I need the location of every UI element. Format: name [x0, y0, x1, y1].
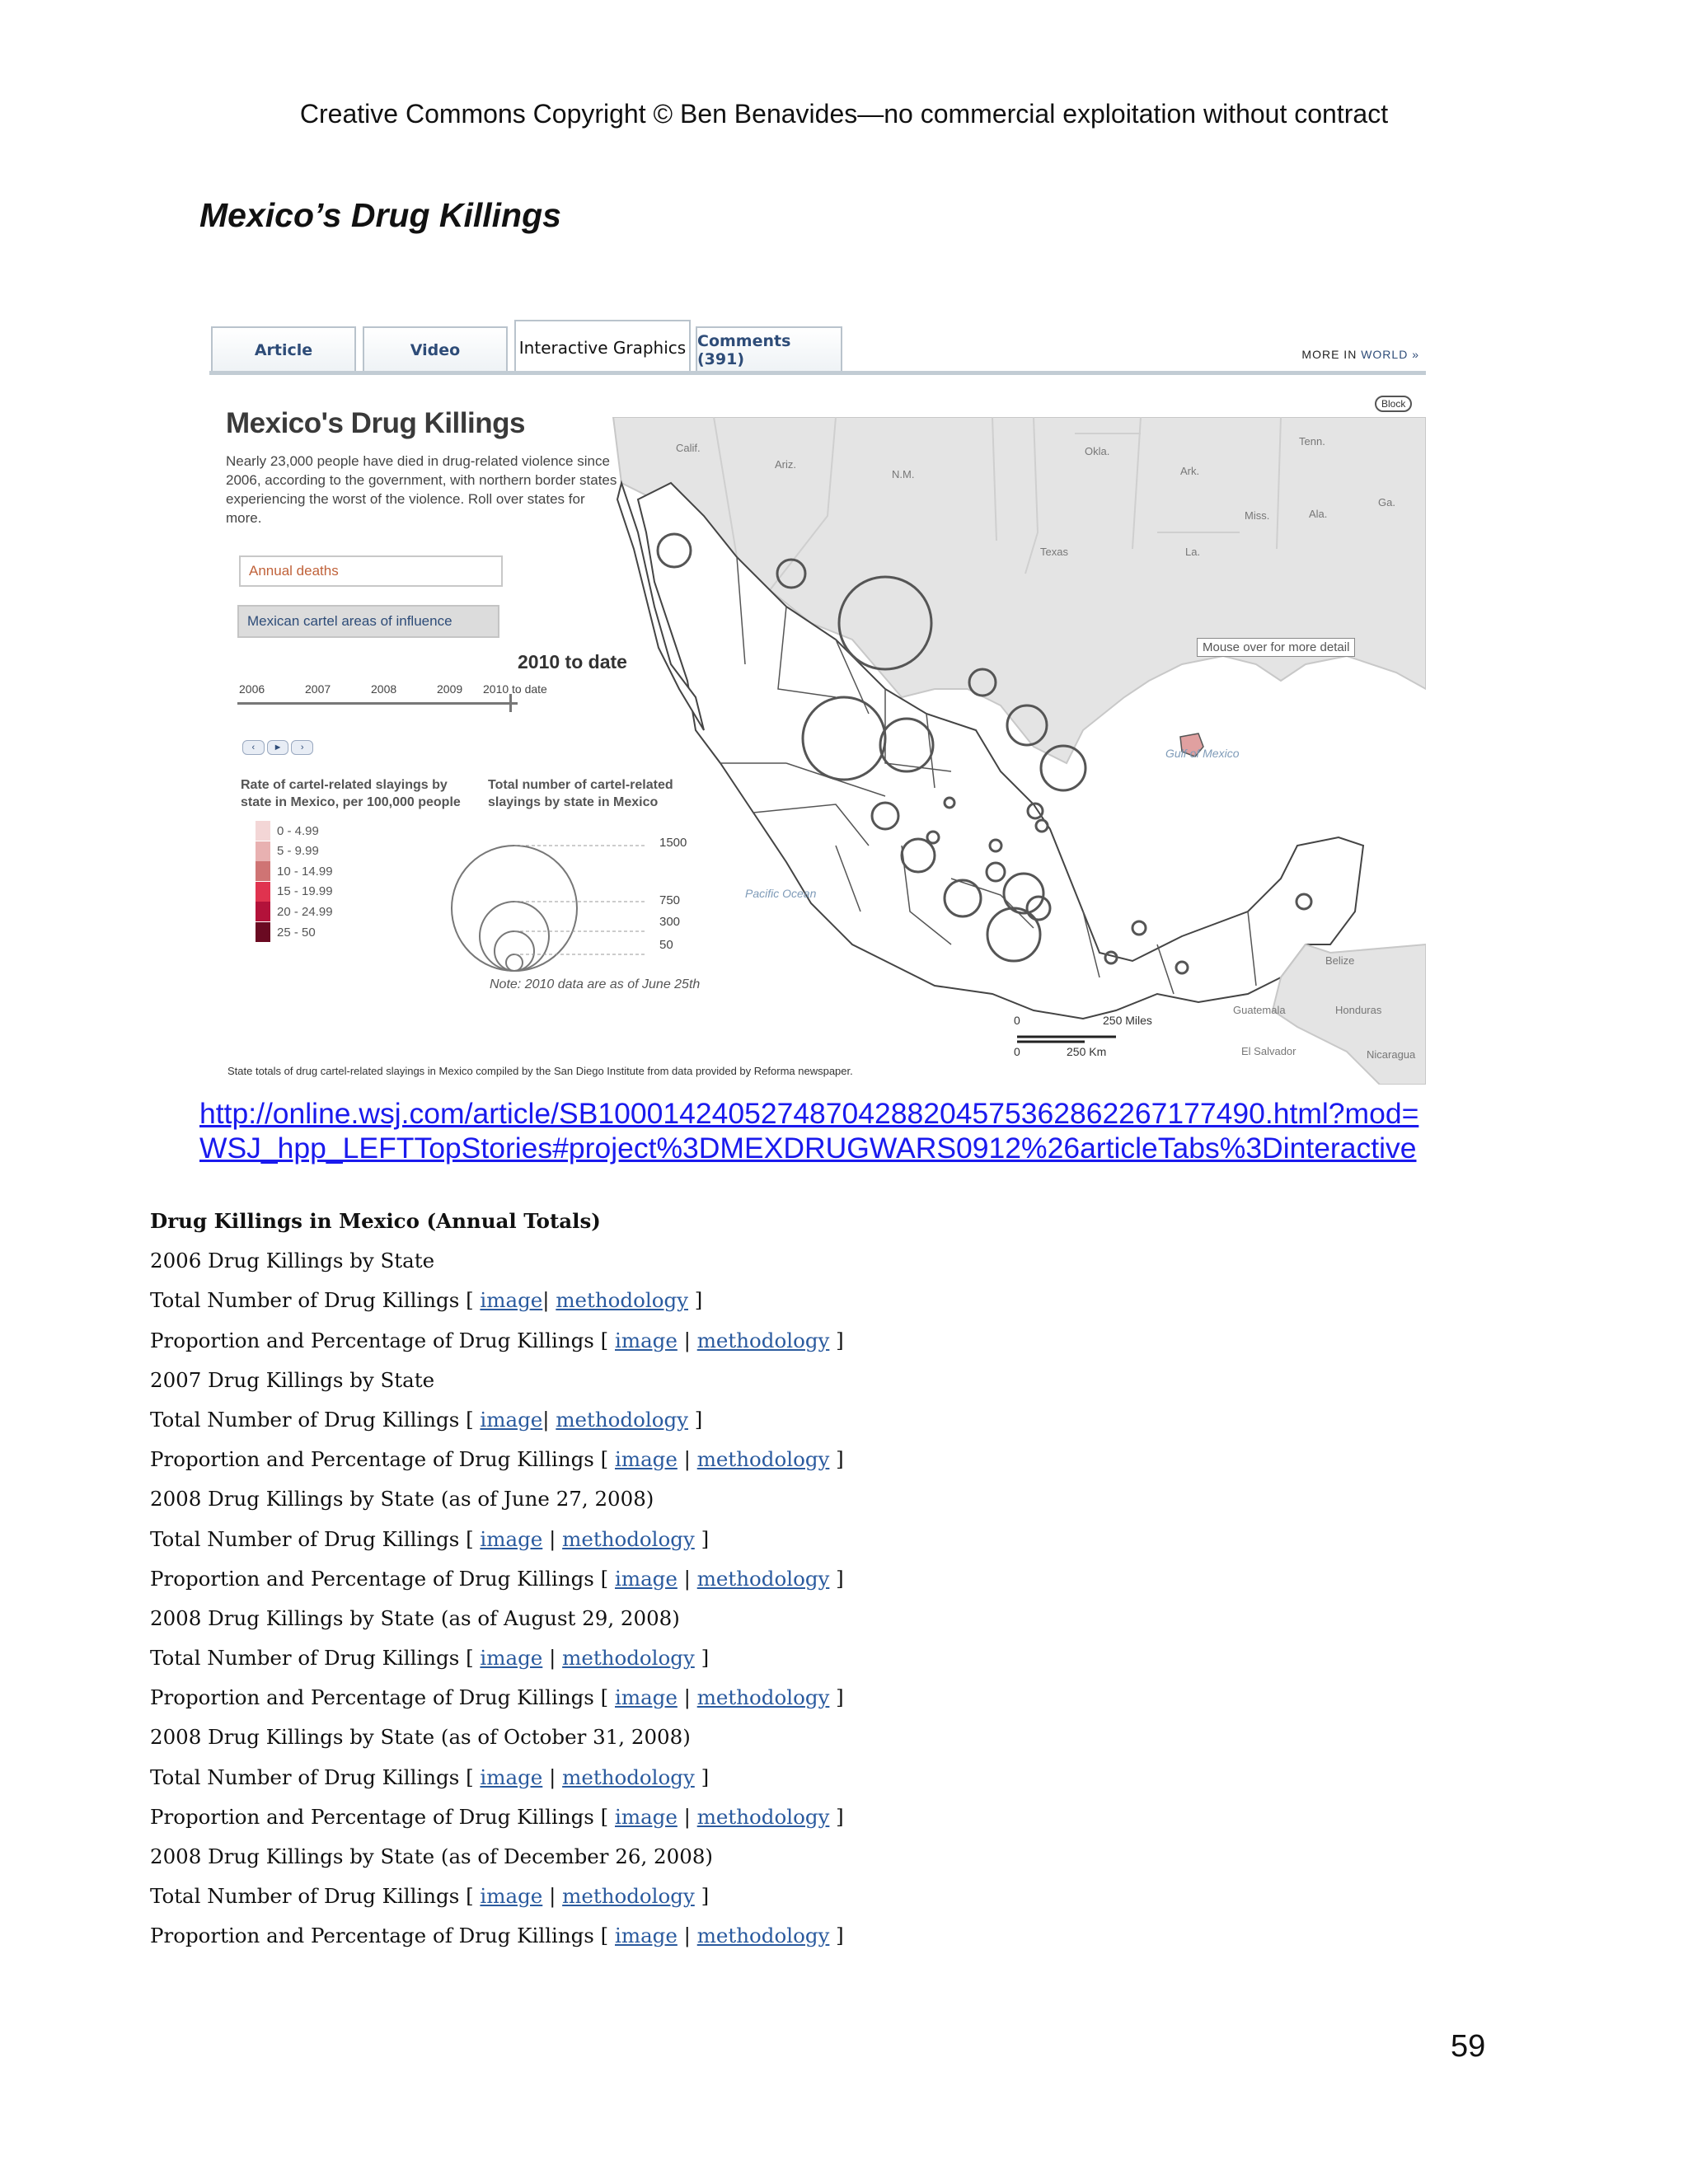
- rate-legend-item: [256, 922, 316, 942]
- tab-underline: [209, 371, 1426, 375]
- label-okla: Okla.: [1085, 445, 1110, 457]
- bracket-close: ]: [829, 1924, 844, 1948]
- proportion-row: [150, 1919, 844, 1959]
- scale-miles: 250 Miles: [1103, 1014, 1152, 1027]
- image-link[interactable]: image: [615, 1685, 678, 1710]
- data-note: Note: 2010 data are as of June 25th: [490, 977, 701, 991]
- bracket-close: ]: [694, 1765, 710, 1789]
- label-nicaragua: Nicaragua: [1367, 1048, 1416, 1061]
- image-link[interactable]: image: [480, 1288, 543, 1313]
- separator: |: [542, 1288, 556, 1313]
- total-number-row: [150, 1523, 844, 1563]
- total-number-row: [150, 1404, 844, 1443]
- row-label: Proportion and Percentage of Drug Killings [: [150, 1447, 615, 1472]
- rate-swatch: [256, 861, 270, 881]
- rate-label: 25 - 50: [277, 925, 316, 940]
- row-label: Proportion and Percentage of Drug Killings [: [150, 1924, 615, 1948]
- section-title: 2008 Drug Killings by State (as of June 27, 2008): [150, 1487, 654, 1511]
- drug-killings-list: [150, 1205, 844, 1960]
- image-link[interactable]: image: [480, 1526, 543, 1551]
- embedded-screenshot: [209, 318, 1426, 1085]
- list-heading: Drug Killings in Mexico (Annual Totals): [150, 1209, 601, 1233]
- graphic-panel: [209, 398, 1426, 1085]
- rate-legend-item: [256, 882, 333, 902]
- rate-swatch: [256, 841, 270, 861]
- source-note: State totals of drug cartel-related slayings in Mexico compiled by the San Diego Institute from data provided by Reforma newspaper.: [227, 1065, 853, 1077]
- hover-tooltip: Mouse over for more detail: [1197, 638, 1355, 657]
- total-number-row: [150, 1284, 844, 1324]
- rate-label: 15 - 19.99: [277, 884, 333, 899]
- bracket-close: ]: [829, 1447, 844, 1472]
- rate-swatch: [256, 902, 270, 921]
- next-button[interactable]: ›: [291, 740, 313, 755]
- bracket-close: ]: [694, 1526, 710, 1551]
- bracket-close: ]: [694, 1646, 710, 1671]
- label-pacific: Pacific Ocean: [745, 887, 817, 900]
- rate-legend-item: [256, 841, 319, 861]
- scale-km: 250 Km: [1067, 1045, 1107, 1058]
- row-label: Proportion and Percentage of Drug Killings [: [150, 1328, 615, 1352]
- methodology-link[interactable]: methodology: [696, 1804, 830, 1829]
- rate-label: 20 - 24.99: [277, 904, 333, 919]
- image-link[interactable]: image: [615, 1924, 678, 1948]
- timeline-track[interactable]: [237, 702, 518, 705]
- label-guatemala: Guatemala: [1233, 1004, 1286, 1016]
- tab-interactive-graphics[interactable]: Interactive Graphics: [514, 320, 691, 374]
- year-2008[interactable]: 2008: [371, 682, 397, 696]
- rate-legend-item: [256, 821, 319, 841]
- bubble-label-50: 50: [659, 938, 673, 952]
- rate-swatch: [256, 882, 270, 902]
- bracket-close: ]: [829, 1685, 844, 1710]
- tab-bar: [209, 318, 1426, 377]
- methodology-link[interactable]: methodology: [562, 1646, 695, 1671]
- bubble-label-750: 750: [659, 893, 681, 907]
- section-title: 2008 Drug Killings by State (as of October 31, 2008): [150, 1725, 691, 1750]
- separator: |: [677, 1685, 697, 1710]
- play-button[interactable]: ►: [267, 740, 289, 755]
- methodology-link[interactable]: methodology: [556, 1407, 688, 1432]
- block-button[interactable]: Block: [1375, 396, 1412, 412]
- label-tenn: Tenn.: [1299, 435, 1325, 448]
- timeline-nav: [242, 740, 313, 755]
- label-calif: Calif.: [676, 442, 701, 454]
- bracket-close: ]: [829, 1566, 844, 1591]
- cartel-areas-button[interactable]: Mexican cartel areas of influence: [237, 605, 499, 638]
- separator: |: [542, 1407, 556, 1432]
- separator: |: [542, 1884, 563, 1909]
- separator: |: [677, 1566, 697, 1591]
- bubble-label-300: 300: [659, 915, 681, 929]
- timeline-thumb[interactable]: [509, 694, 521, 712]
- methodology-link[interactable]: methodology: [562, 1884, 695, 1909]
- methodology-link[interactable]: methodology: [562, 1526, 695, 1551]
- rate-label: 5 - 9.99: [277, 844, 319, 859]
- year-2006[interactable]: 2006: [239, 682, 265, 696]
- tab-video[interactable]: Video: [363, 326, 508, 373]
- total-number-row: [150, 1880, 844, 1919]
- rate-label: 10 - 14.99: [277, 864, 333, 879]
- methodology-link[interactable]: methodology: [556, 1288, 688, 1313]
- rate-label: 0 - 4.99: [277, 823, 319, 838]
- total-number-row: [150, 1761, 844, 1801]
- label-gulf: Gulf of Mexico: [1165, 747, 1240, 760]
- bracket-close: ]: [694, 1884, 710, 1909]
- row-label: Proportion and Percentage of Drug Killings [: [150, 1566, 615, 1591]
- separator: |: [542, 1646, 563, 1671]
- bracket-close: ]: [687, 1288, 703, 1313]
- image-link[interactable]: image: [480, 1884, 543, 1909]
- row-label: Proportion and Percentage of Drug Killings [: [150, 1804, 615, 1829]
- row-label: Total Number of Drug Killings [: [150, 1646, 481, 1671]
- url-line-2: WSJ_hpp_LEFTTopStories#project%3DMEXDRUGWARS0912%26articleTabs%3Dinteractive: [199, 1132, 1417, 1165]
- row-label: Proportion and Percentage of Drug Killings [: [150, 1685, 615, 1710]
- label-la: La.: [1185, 546, 1201, 558]
- section-title: 2008 Drug Killings by State (as of August 29, 2008): [150, 1605, 680, 1630]
- proportion-row: [150, 1801, 844, 1840]
- label-elsalvador: El Salvador: [1241, 1045, 1296, 1057]
- label-belize: Belize: [1325, 954, 1355, 967]
- total-legend-title: Total number of cartel-related slayings by state in Mexico: [488, 778, 673, 809]
- separator: |: [677, 1924, 697, 1948]
- image-link[interactable]: image: [615, 1566, 678, 1591]
- proportion-row: [150, 1681, 844, 1721]
- year-2007[interactable]: 2007: [305, 682, 331, 696]
- more-in-world-link[interactable]: [1301, 348, 1419, 361]
- section-title: 2006 Drug Killings by State: [150, 1249, 435, 1273]
- label-ariz: Ariz.: [775, 458, 796, 471]
- row-label: Total Number of Drug Killings [: [150, 1526, 481, 1551]
- image-link[interactable]: image: [480, 1407, 543, 1432]
- separator: |: [677, 1804, 697, 1829]
- row-label: Total Number of Drug Killings [: [150, 1884, 481, 1909]
- year-2010[interactable]: 2010 to date: [483, 682, 547, 696]
- rate-legend-title: Rate of cartel-related slayings by state in Mexico, per 100,000 people: [241, 778, 461, 809]
- image-link[interactable]: image: [615, 1447, 678, 1472]
- label-texas: Texas: [1040, 546, 1068, 558]
- tab-comments[interactable]: Comments (391): [696, 326, 842, 373]
- article-url-link[interactable]: [199, 1096, 1418, 1165]
- current-period-label: 2010 to date: [518, 651, 627, 673]
- image-link[interactable]: image: [615, 1328, 678, 1352]
- tab-article[interactable]: Article: [211, 326, 356, 373]
- proportion-row: [150, 1324, 844, 1364]
- bracket-close: ]: [687, 1407, 703, 1432]
- graphic-title: Mexico's Drug Killings: [226, 407, 525, 439]
- bubble-label-1500: 1500: [659, 836, 687, 850]
- bracket-close: ]: [829, 1328, 844, 1352]
- separator: |: [542, 1526, 563, 1551]
- section-title: 2007 Drug Killings by State: [150, 1367, 435, 1392]
- page-number: 59: [1451, 2029, 1486, 2064]
- world-label: WORLD »: [1361, 348, 1419, 361]
- section-title: 2008 Drug Killings by State (as of December 26, 2008): [150, 1844, 713, 1868]
- row-label: Total Number of Drug Killings [: [150, 1407, 481, 1432]
- methodology-link[interactable]: methodology: [696, 1566, 830, 1591]
- proportion-row: [150, 1563, 844, 1602]
- page-title: Mexico’s Drug Killings: [199, 196, 561, 234]
- url-line-1: http://online.wsj.com/article/SB10001424052748704288204575362862267177490.html?mod=: [199, 1097, 1419, 1130]
- separator: |: [677, 1328, 697, 1352]
- rate-legend-item: [256, 902, 333, 921]
- scale-zero-miles: 0: [1014, 1014, 1020, 1027]
- methodology-link[interactable]: methodology: [696, 1924, 830, 1948]
- prev-button[interactable]: ‹: [242, 740, 265, 755]
- graphic-description: Nearly 23,000 people have died in drug-related violence since 2006, according to the government, with northern border states experiencing the worst of the violence. Roll over states for more.: [226, 453, 617, 526]
- label-nm: N.M.: [892, 468, 915, 480]
- methodology-link[interactable]: methodology: [696, 1328, 830, 1352]
- row-label: Total Number of Drug Killings [: [150, 1288, 481, 1313]
- bracket-close: ]: [829, 1804, 844, 1829]
- row-label: Total Number of Drug Killings [: [150, 1765, 481, 1789]
- copyright-header: Creative Commons Copyright © Ben Benavides—no commercial exploitation without contract: [299, 99, 1389, 129]
- annual-deaths-button[interactable]: Annual deaths: [239, 555, 503, 587]
- label-honduras: Honduras: [1335, 1004, 1382, 1016]
- year-2009[interactable]: 2009: [437, 682, 463, 696]
- image-link[interactable]: image: [480, 1765, 543, 1789]
- image-link[interactable]: image: [615, 1804, 678, 1829]
- image-link[interactable]: image: [480, 1646, 543, 1671]
- label-ga: Ga.: [1378, 496, 1395, 509]
- total-number-row: [150, 1642, 844, 1681]
- methodology-link[interactable]: methodology: [696, 1447, 830, 1472]
- rate-legend-item: [256, 861, 333, 881]
- rate-swatch: [256, 922, 270, 942]
- scale-zero-km: 0: [1014, 1045, 1020, 1058]
- rate-swatch: [256, 821, 270, 841]
- label-ark: Ark.: [1180, 465, 1200, 477]
- methodology-link[interactable]: methodology: [696, 1685, 830, 1710]
- label-miss: Miss.: [1245, 509, 1270, 522]
- separator: |: [677, 1447, 697, 1472]
- separator: |: [542, 1765, 563, 1789]
- proportion-row: [150, 1443, 844, 1483]
- label-ala: Ala.: [1309, 508, 1328, 520]
- methodology-link[interactable]: methodology: [562, 1765, 695, 1789]
- more-in-label: MORE IN: [1301, 348, 1362, 361]
